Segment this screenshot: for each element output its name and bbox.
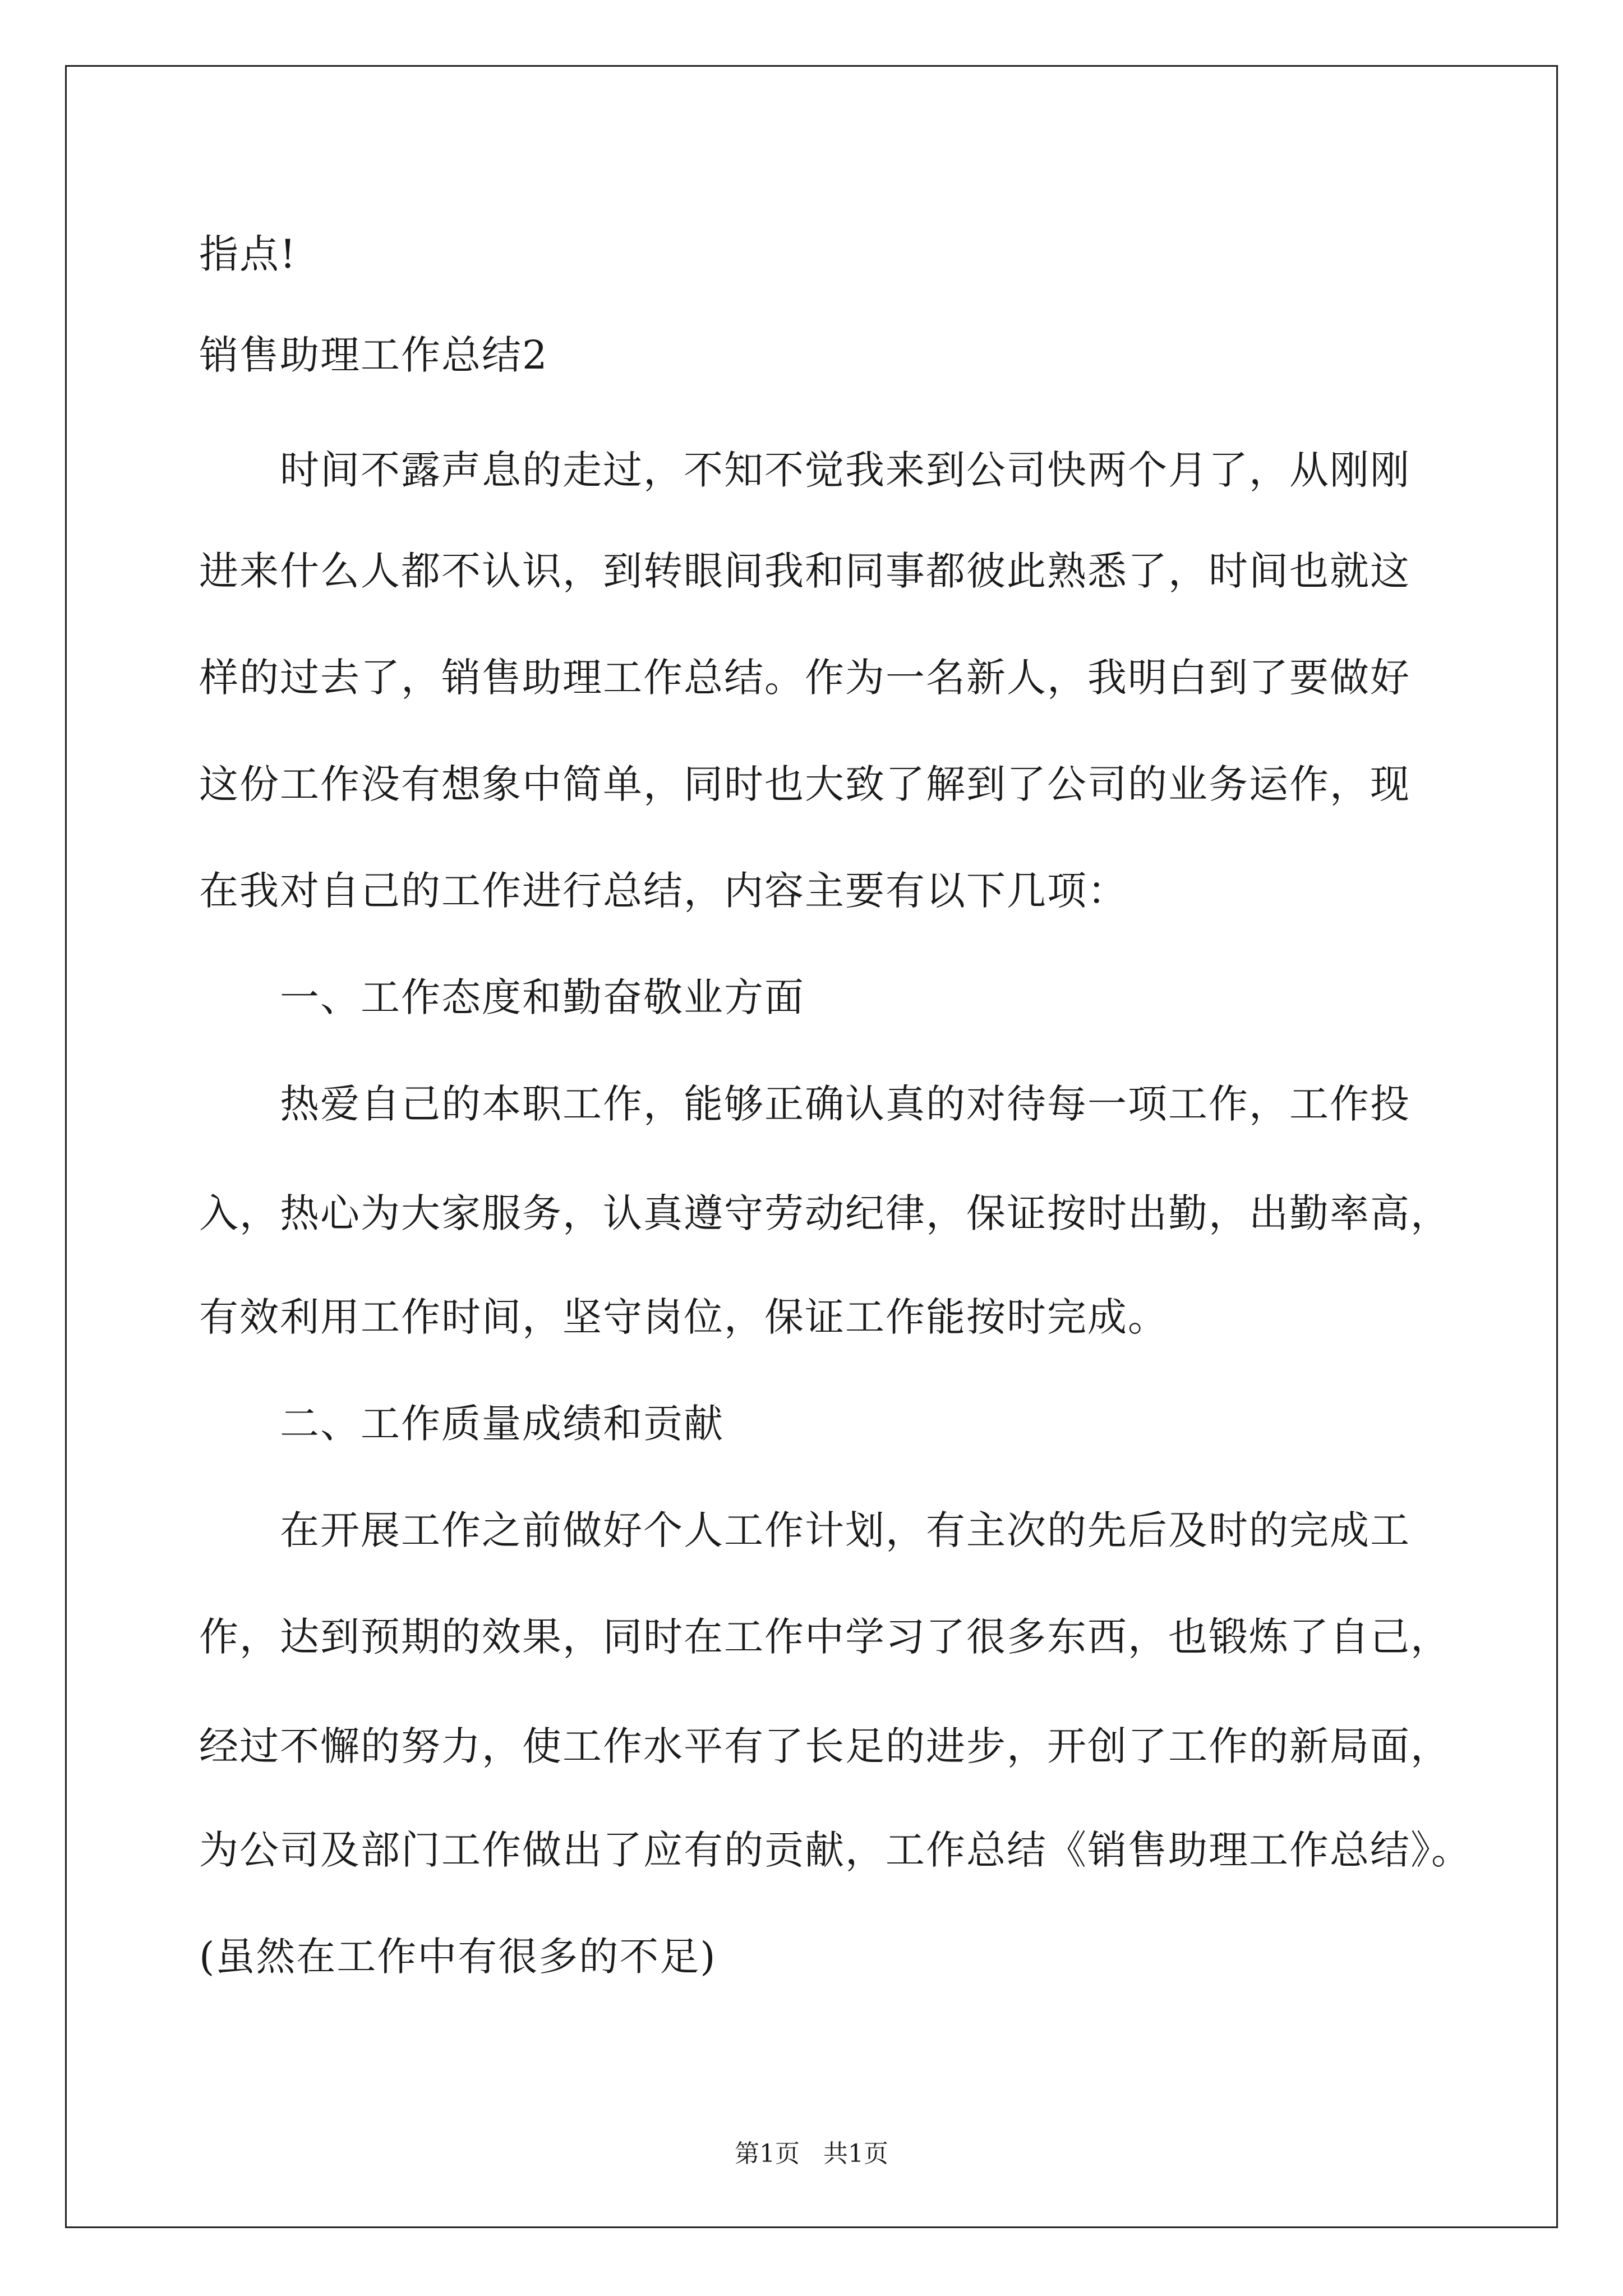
- page-number: 第1页: [735, 2139, 800, 2168]
- text-line: 时间不露声息的走过，不知不觉我来到公司快两个月了，从刚刚: [199, 447, 1410, 493]
- page-total: 共1页: [823, 2139, 888, 2168]
- text-line: 入，热心为大家服务，认真遵守劳动纪律，保证按时出勤，出勤率高，: [199, 1190, 1451, 1236]
- page-border: [65, 65, 1558, 2228]
- text-line: 在开展工作之前做好个人工作计划，有主次的先后及时的完成工: [199, 1507, 1410, 1553]
- section-heading: 销售助理工作总结2: [199, 332, 548, 378]
- text-line: 作，达到预期的效果，同时在工作中学习了很多东西，也锻炼了自己，: [199, 1614, 1451, 1660]
- text-line: 为公司及部门工作做出了应有的贡献，工作总结《销售助理工作总结》。: [199, 1827, 1472, 1873]
- page-footer: [0, 2137, 1623, 2171]
- text-line: 热爱自己的本职工作，能够正确认真的对待每一项工作，工作投: [199, 1081, 1410, 1127]
- text-line: (虽然在工作中有很多的不足): [199, 1934, 717, 1980]
- text-line: 这份工作没有想象中简单，同时也大致了解到了公司的业务运作，现: [199, 761, 1410, 807]
- text-line: 指点!: [199, 231, 297, 277]
- text-line: 有效利用工作时间，坚守岗位，保证工作能按时完成。: [199, 1294, 1168, 1340]
- subsection-heading: 二、工作质量成绩和贡献: [199, 1401, 724, 1447]
- subsection-heading: 一、工作态度和勤奋敬业方面: [199, 974, 805, 1020]
- text-line: 样的过去了，销售助理工作总结。作为一名新人，我明白到了要做好: [199, 655, 1410, 701]
- text-line: 经过不懈的努力，使工作水平有了长足的进步，开创了工作的新局面，: [199, 1723, 1451, 1769]
- text-line: 在我对自己的工作进行总结，内容主要有以下几项：: [199, 868, 1128, 914]
- text-line: 进来什么人都不认识，到转眼间我和同事都彼此熟悉了，时间也就这: [199, 548, 1410, 594]
